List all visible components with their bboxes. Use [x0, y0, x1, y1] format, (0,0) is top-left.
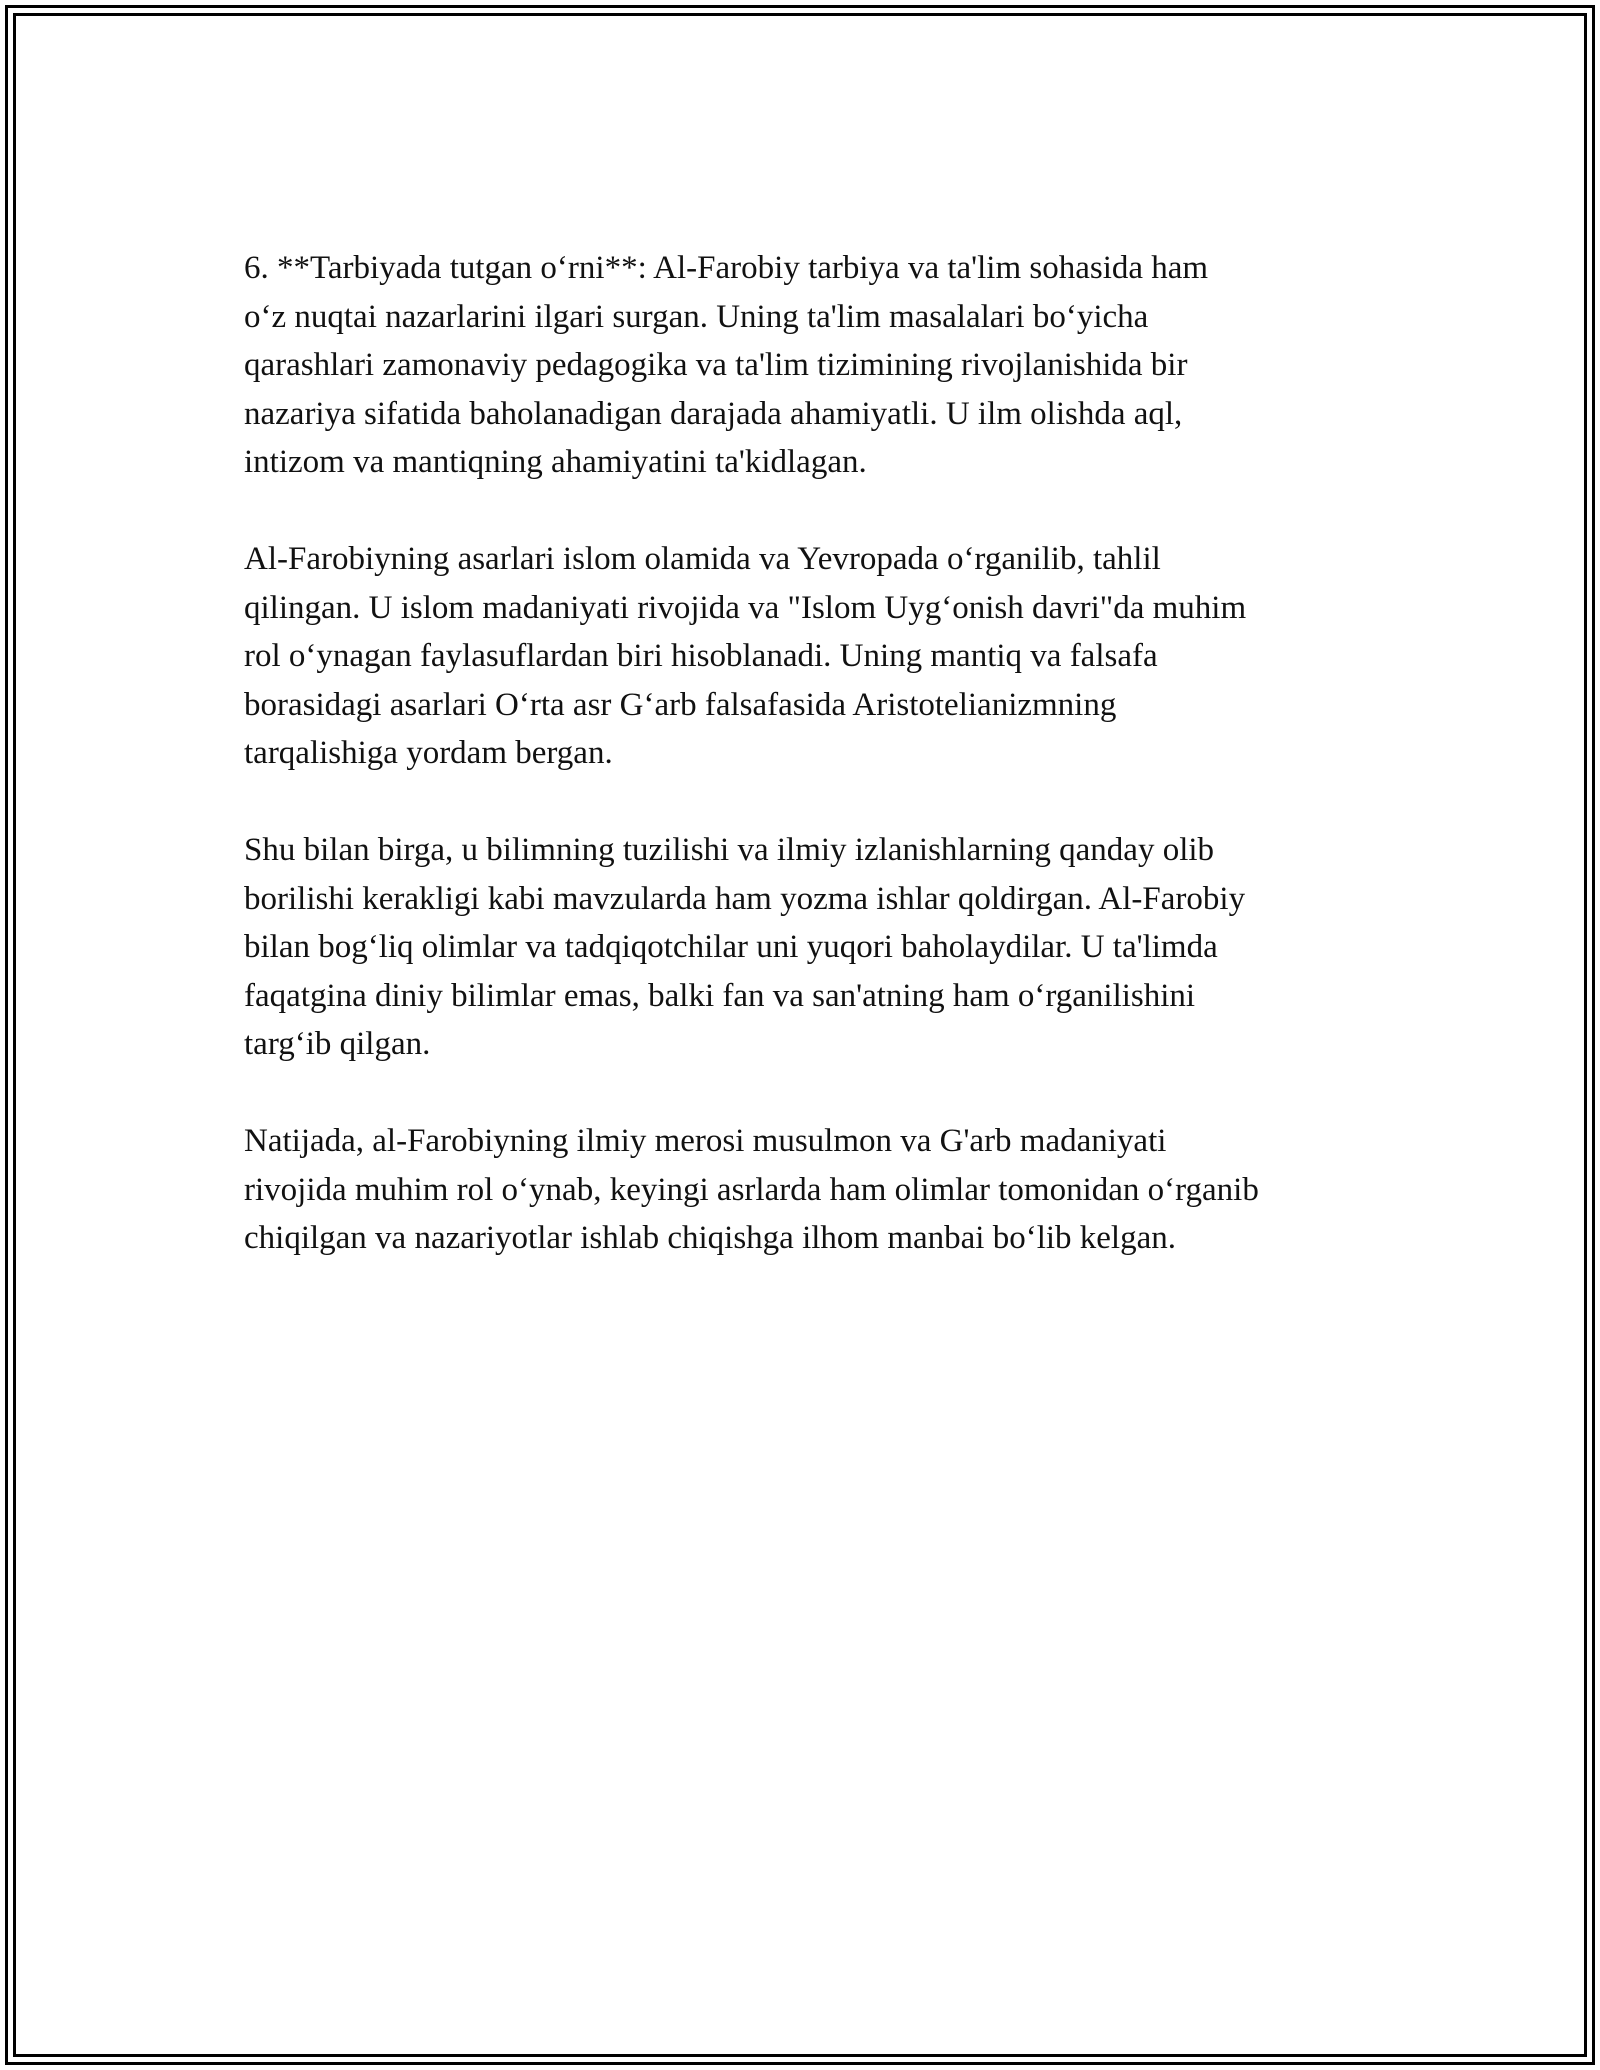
paragraph-works-studied: Al-Farobiyning asarlari islom olamida va Yevropada o‘rganilib, tahlil qilingan. U islom madaniyati rivojida va "Islom Uyg‘onish davri"da muhim rol o‘ynagan faylasuflardan biri hisoblanadi. Uning mantiq va falsafa borasidagi asarlari O‘rta asr G‘arb falsafasida Aristotelianizmning tarqalishiga yordam bergan. — [244, 541, 1247, 771]
paragraph-conclusion: Natijada, al-Farobiyning ilmiy merosi musulmon va G'arb madaniyati rivojida muhim rol o‘ynab, keyingi asrlarda ham olimlar tomonidan o‘rganib chiqilgan va nazariyotlar ishlab chiqishga ilhom manbai bo‘lib kelgan. — [244, 1123, 1259, 1256]
document-body — [244, 244, 1374, 1311]
paragraph-knowledge-structure: Shu bilan birga, u bilimning tuzilishi va ilmiy izlanishlarning qanday olib borilishi kerakligi kabi mavzularda ham yozma ishlar qoldirgan. Al-Farobiy bilan bog‘liq olimlar va tadqiqotchilar uni yuqori baholaydilar. U ta'limda faqatgina diniy bilimlar emas, balki fan va san'atning ham o‘rganilishini targ‘ib qilgan. — [244, 832, 1246, 1062]
page-frame — [5, 5, 1595, 2065]
paragraph-upbringing-role: 6. **Tarbiyada tutgan o‘rni**: Al-Farobiy tarbiya va ta'lim sohasida ham o‘z nuqtai nazarlarini ilgari surgan. Uning ta'lim masalalari bo‘yicha qarashlari zamonaviy pedagogika va ta'lim tizimining rivojlanishida bir nazariya sifatida baholanadigan darajada ahamiyatli. U ilm olishda aql, intizom va mantiqning ahamiyatini ta'kidlagan. — [244, 250, 1209, 480]
